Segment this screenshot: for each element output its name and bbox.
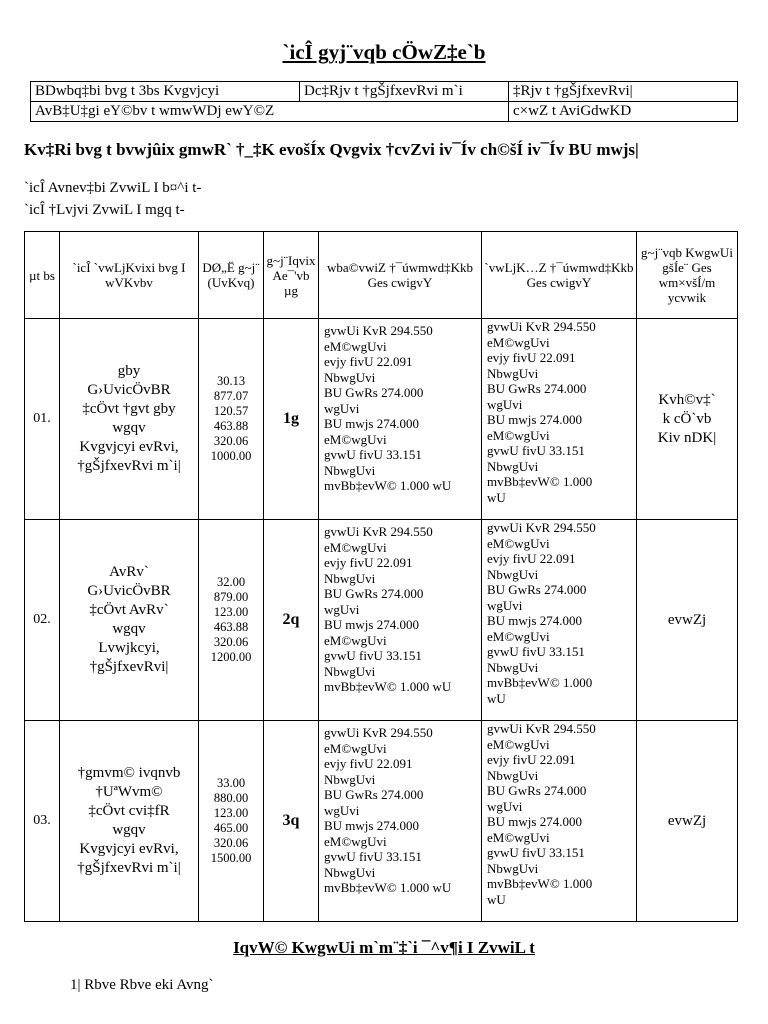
project-info-table [30,81,738,122]
committee-signature-heading: IqvW© KwgwUi m`m¨‡`i ¯^v¶i I ZvwiL t [233,938,535,957]
spec-line: BU mwjs 274.000 [487,814,582,829]
evaluation-header-row [25,232,738,319]
spec-line: wgUvi [487,597,523,613]
spec-line: NbwgUvi [324,864,376,880]
remark-line: k cÖ`vb [662,410,712,427]
header-rank: g~j¨Iqvix Ae¯'vb µg [264,232,319,319]
committee-remark [637,319,738,520]
spec-line: NbwgUvi [324,771,376,787]
spec-line: eM©wgUvi [487,427,550,443]
table-row [25,721,738,922]
spec-submitted [482,319,637,520]
spec-line: mvBb‡evW© 1.000 [487,876,593,891]
bidder-line: G›UvicÖvBR [87,583,171,599]
bidder-line: wgqv [112,621,146,637]
upazila-cell: Dc‡Rjv t †gŠjfxevRvi m`i [300,82,509,102]
amount-value: 877.07 [213,389,249,403]
amount-value: 33.00 [216,776,246,790]
bidder-line: Kvgvjcyi evRvi, [79,841,179,857]
spec-required [319,721,482,922]
quoted-amounts [199,520,264,721]
table-row [25,520,738,721]
amount-value: 320.06 [213,836,249,850]
bidder-line: †gŠjfxevRvi m`i| [77,458,181,474]
spec-line: eM©wgUvi [324,740,387,756]
spec-line: BU mwjs 274.000 [324,416,419,431]
spec-line: gvwUi KvR 294.550 [487,319,596,334]
spec-line: mvBb‡evW© 1.000 wU [324,478,452,493]
spec-line: evjy fivU 22.091 [487,551,576,566]
header-spec-required: wba©vwiZ †¯úwmwd‡Kkb Ges cwigvY [319,232,482,319]
project-info-row [31,82,738,102]
spec-line: NbwgUvi [487,767,539,783]
spec-line: BU mwjs 274.000 [487,613,582,628]
spec-line: eM©wgUvi [487,829,550,845]
bidder-line: G›UvicÖvBR [87,382,171,398]
spec-line: wgUvi [324,802,360,818]
committee-remark [637,721,738,922]
spec-line: BU GwRs 274.000 [324,586,424,601]
header-serial: µt bs [25,232,60,319]
spec-line: evjy fivU 22.091 [324,354,413,369]
spec-line: gvwU fivU 33.151 [324,648,422,663]
spec-line: BU mwjs 274.000 [324,617,419,632]
spec-line: NbwgUvi [487,458,539,474]
spec-line: wgUvi [324,400,360,416]
report-title: `icÎ gyj¨vqb cÖwZ‡e`b [282,40,486,64]
quoted-amounts [199,721,264,922]
spec-line: wU [487,489,506,505]
spec-line: gvwUi KvR 294.550 [324,725,433,740]
amount-value: 30.13 [216,374,246,388]
spec-line: wU [487,891,506,907]
union-name-cell: BDwbq‡bi bvg t 3bs Kvgvjcyi [31,82,300,102]
bidder-line: gby [117,363,141,379]
spec-line: evjy fivU 22.091 [487,350,576,365]
remark-line: evwZj [667,812,707,829]
spec-required [319,319,482,520]
spec-line: wgUvi [487,396,523,412]
spec-line: eM©wgUvi [324,632,387,648]
bidder-line: †gmvm© ivqnvb [77,765,181,781]
amount-value: 879.00 [213,590,249,604]
spec-line: evjy fivU 22.091 [487,752,576,767]
spec-line: BU GwRs 274.000 [487,582,587,597]
amount-value: 463.88 [213,419,249,433]
bidder-line: †gŠjfxevRvi m`i| [77,860,181,876]
header-spec-submitted: `vwLjK…Z †¯úwmwd‡Kkb Ges cwigvY [482,232,637,319]
bidder-line: †UªWvm© [95,784,163,800]
amount-value: 880.00 [213,791,249,805]
amount-value: 320.06 [213,434,249,448]
bidder-line: Kvgvjcyi evRvi, [79,439,179,455]
spec-line: gvwU fivU 33.151 [487,644,585,659]
amount-value: 32.00 [216,575,246,589]
bidder-line: wgqv [112,822,146,838]
spec-line: eM©wgUvi [324,539,387,555]
spec-line: NbwgUvi [487,860,539,876]
remark-line: Kvh©v‡` [658,391,716,408]
bidder-line: wgqv [112,420,146,436]
remark-line: evwZj [667,611,707,628]
rank-position: 3q [264,721,319,922]
bidder-info [60,721,199,922]
serial-number: 02. [25,520,60,721]
spec-line: NbwgUvi [324,663,376,679]
quoted-amounts [199,319,264,520]
bidder-line: AvRv` [109,564,149,580]
serial-number: 03. [25,721,60,922]
header-bidder: `icÎ `vwLjKvixi bvg I wVKvbv [60,232,199,319]
spec-line: gvwUi KvR 294.550 [487,520,596,535]
spec-line: eM©wgUvi [324,431,387,447]
spec-submitted [482,520,637,721]
evaluation-table [24,231,738,922]
spec-line: eM©wgUvi [487,334,550,350]
spec-line: BU GwRs 274.000 [324,787,424,802]
amount-value: 123.00 [213,806,249,820]
tender-call-date: `icÎ Avnev‡bi ZvwiL I b¤^i t- [24,180,202,196]
spec-line: eM©wgUvi [487,535,550,551]
spec-line: eM©wgUvi [324,833,387,849]
spec-line: NbwgUvi [324,570,376,586]
spec-line: gvwU fivU 33.151 [324,849,422,864]
spec-line: BU mwjs 274.000 [487,412,582,427]
header-amount: DØ„Ë g~j¨ (UvKvq) [199,232,264,319]
amount-value: 1000.00 [210,449,252,463]
spec-line: BU GwRs 274.000 [324,385,424,400]
rank-position: 2q [264,520,319,721]
spec-line: BU GwRs 274.000 [487,783,587,798]
spec-line: wgUvi [487,798,523,814]
amount-value: 463.88 [213,620,249,634]
spec-line: evjy fivU 22.091 [324,555,413,570]
committee-member-1: 1| Rbve Rbve eki Avng` [70,977,214,993]
spec-line: NbwgUvi [324,462,376,478]
committee-remark [637,520,738,721]
spec-line: eM©wgUvi [487,736,550,752]
spec-line: gvwU fivU 33.151 [324,447,422,462]
amount-value: 320.06 [213,635,249,649]
bidder-line: ‡cÖvt †gvt gby [82,401,176,417]
spec-line: NbwgUvi [487,566,539,582]
spec-line: gvwUi KvR 294.550 [487,721,596,736]
tender-dates [24,177,201,221]
spec-line: mvBb‡evW© 1.000 [487,474,593,489]
spec-line: BU GwRs 274.000 [487,381,587,396]
amount-value: 1500.00 [210,851,252,865]
amount-value: 1200.00 [210,650,252,664]
method-cell: c×wZ t AviGdwKD [509,102,738,122]
bidder-line: †gŠjfxevRvi| [89,659,169,675]
table-row [25,319,738,520]
spec-line: wU [487,690,506,706]
spec-line: eM©wgUvi [487,628,550,644]
spec-line: mvBb‡evW© 1.000 wU [324,679,452,694]
spec-line: eM©wgUvi [324,338,387,354]
spec-line: gvwU fivU 33.151 [487,443,585,458]
remark-line: Kiv nDK| [657,429,717,446]
project-info-row [31,102,738,122]
bidder-line: Lvwjkcyi, [98,640,160,656]
spec-line: NbwgUvi [487,659,539,675]
serial-number: 01. [25,319,60,520]
bidder-line: ‡cÖvt AvRv` [89,602,169,618]
spec-required [319,520,482,721]
amount-value: 123.00 [213,605,249,619]
spec-line: gvwUi KvR 294.550 [324,524,433,539]
rank-position: 1g [264,319,319,520]
item-description-cell: AvB‡U‡gi eY©bv t wmwWDj ewY©Z [31,102,509,122]
spec-submitted [482,721,637,922]
tender-open-date: `icÎ †Lvjvi ZvwiL I mgq t- [24,202,185,218]
spec-line: gvwU fivU 33.151 [487,845,585,860]
district-cell: ‡Rjv t †gŠjfxevRvi| [509,82,738,102]
spec-line: gvwUi KvR 294.550 [324,323,433,338]
spec-line: NbwgUvi [324,369,376,385]
amount-value: 120.57 [213,404,249,418]
spec-line: NbwgUvi [487,365,539,381]
bidder-line: ‡cÖvt cvi‡fR [88,803,170,819]
spec-line: BU mwjs 274.000 [324,818,419,833]
header-committee-remark: g~j¨vqb KwgwUi gšÍe¨ Ges wm×všÍ/m ycvwik [637,232,738,319]
spec-line: mvBb‡evW© 1.000 wU [324,880,452,895]
spec-line: evjy fivU 22.091 [324,756,413,771]
bidder-info [60,520,199,721]
spec-line: wgUvi [324,601,360,617]
work-name: Kv‡Ri bvg t bvwjûix gmwR` †_‡K evošÍx Qvgvix †cvZvi iv¯Ív ch©šÍ iv¯Ív BU mwjs| [24,140,639,159]
amount-value: 465.00 [213,821,249,835]
spec-line: mvBb‡evW© 1.000 [487,675,593,690]
bidder-info [60,319,199,520]
